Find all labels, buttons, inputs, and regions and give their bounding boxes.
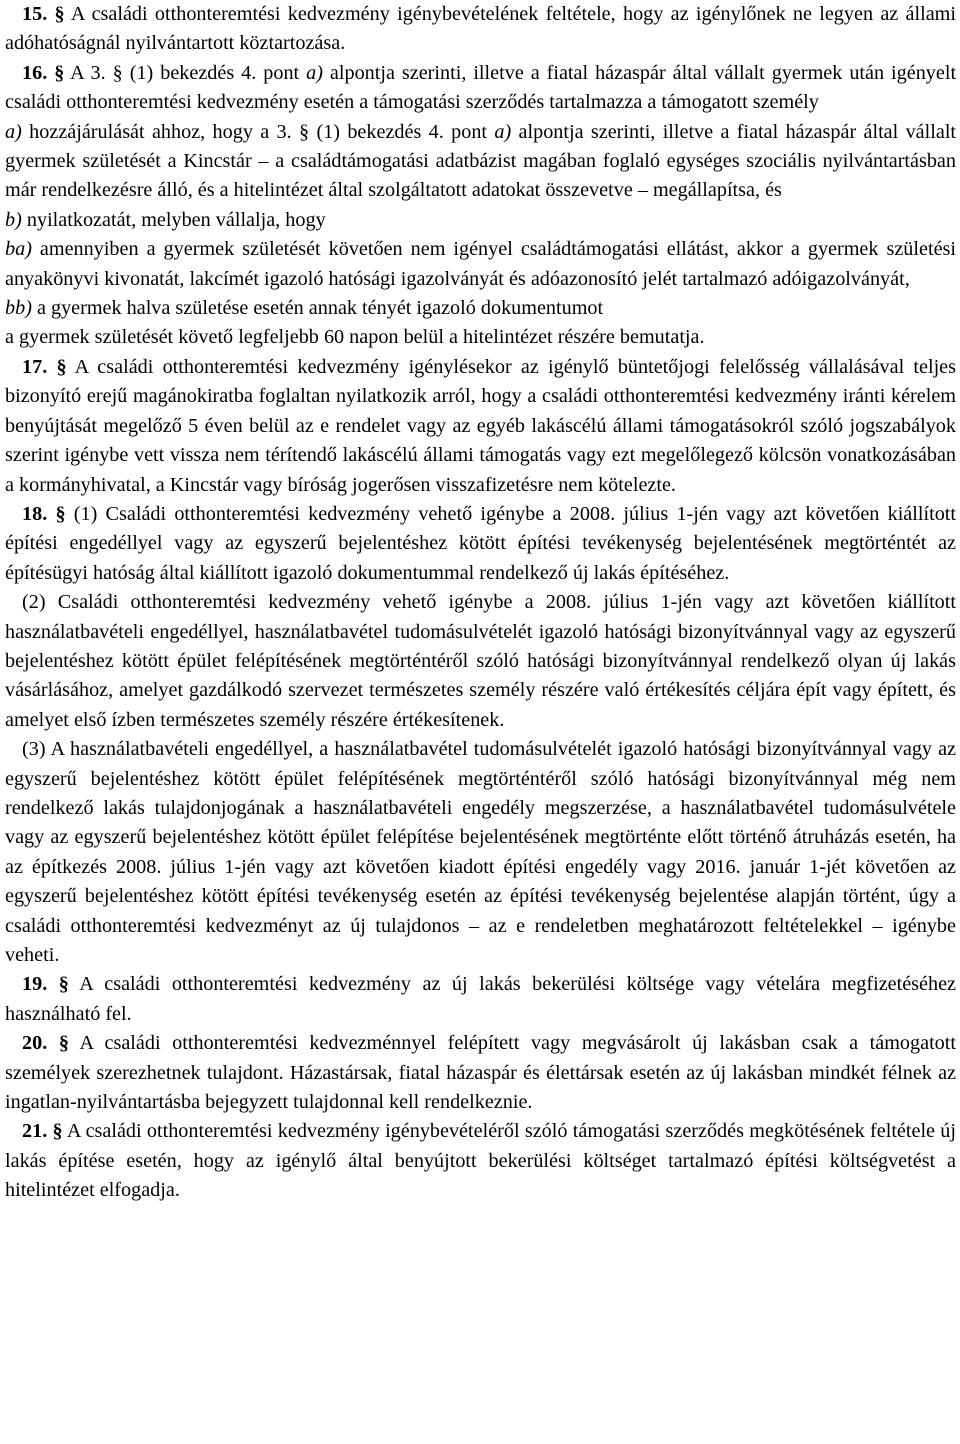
section-number: 15. (22, 3, 48, 25)
section-text: A családi otthonteremtési kedvezmény igénybevételének feltétele, hogy az igénylőnek ne legyen az állami adóhatóságnál nyilvántartott köztartozása. (5, 3, 956, 55)
item-bb (5, 294, 956, 323)
section-text: A 3. (70, 61, 106, 84)
section-text: A családi otthonteremtési kedvezmény igénylésekor az igénylő büntetőjogi felelősség vállalásával teljes bizonyító erejű magánokiratba foglaltan nyilatkozik arról, hogy a családi otthonteremtési kedvezmény iránti kérelem benyújtását megelőző 5 éven belül az e rendelet vagy az egyéb lakáscélú állami támogatásokról szóló jogszabályok szerint igénybe vett vissza nem térítendő lakáscélú állami támogatás vagy ezt megelőlegező kölcsön vonatkozásában a kormányhivatal, a Kincstár vagy bíróság jogerősen visszafizetésre nem kötelezte. (5, 355, 956, 496)
item-text: amennyiben a gyermek születését követően nem igényel családtámogatási ellátást, akkor a gyermek születési anyakönyvi kivonatát, lakcímét igazoló hatósági igazolványát és adóazonosító jelét tartalmazó adóigazolványát, (5, 238, 956, 290)
section-20 (5, 1029, 956, 1117)
point-reference: a) (306, 61, 323, 84)
section-16 (5, 59, 956, 118)
section-text: alpontja szerinti, illetve a fiatal házaspár által vállalt gyermek után igényelt családi otthonteremtési kedvezmény esetén a támogatási szerződés tartalmazza a támogatott személy (5, 61, 957, 114)
item-b (5, 206, 956, 235)
section-number: 17. (22, 355, 48, 378)
section-18-paragraph-3: (3) A használatbavételi engedéllyel, a használatbavétel tudomásulvételét igazoló hatósági bizonyítvánnyal vagy az egyszerű bejelentéshez kötött épület felépítésének megtörténtéről szóló hatósági bizonyítvánnyal még nem rendelkező lakás tulajdonjogának a használatbavételi engedély megszerzése, a használatbavétel tudomásulvétele vagy az egyszerű bejelentéshez kötött épület felépítése bejelentésének megtörténte előtt történő átruházás esetén, ha az építkezés 2008. július 1-jén vagy azt követően kiadott építési engedély vagy 2016. január 1-jét követően az egyszerű bejelentéshez kötött építési tevékenység esetén az építési tevékenység bejelentése alapján történt, úgy a családi otthonteremtési kedvezményt az új tulajdonos – az e rendeletben meghatározott feltételekkel – igénybe veheti. (5, 738, 956, 966)
paragraph-sign-icon: § (55, 502, 66, 525)
item-label: a) (5, 120, 22, 143)
section-number: 16. (22, 61, 48, 84)
section-15 (5, 0, 956, 59)
paragraph-sign-icon: § (299, 120, 310, 143)
item-ba (5, 235, 956, 294)
paragraph-sign-icon: § (56, 355, 67, 378)
item-text: alpontja szerinti, illetve a fiatal házaspár által vállalt gyermek születését a Kincstár – a családtámogatási adatbázist magában foglaló egységes szociális nyilvántartásban már rendelkezésre álló, és a hitelintézet által szolgáltatott adatokat összevetve – megállapítsa, és (5, 120, 957, 202)
paragraph-sign-icon: § (54, 3, 65, 25)
section-16-closing: a gyermek születését követő legfeljebb 60 napon belül a hitelintézet részére bemutatja. (5, 326, 705, 349)
item-label: bb) (5, 297, 32, 320)
item-label: b) (5, 208, 22, 231)
item-text: nyilatkozatát, melyben vállalja, hogy (26, 208, 326, 231)
section-number: 18. (22, 502, 48, 525)
item-a (5, 118, 956, 206)
section-text: A családi otthonteremtési kedvezmény az új lakás bekerülési költsége vagy vételára megfizetéséhez használható fel. (5, 973, 957, 1025)
item-text: hozzájárulását ahhoz, hogy a 3. (29, 120, 292, 143)
paragraph-sign-icon: § (58, 973, 69, 996)
section-text: (1) bekezdés 4. pont (129, 61, 300, 84)
section-number: 19. (22, 973, 48, 996)
legal-text (5, 0, 956, 1206)
paragraph-sign-icon: § (52, 1120, 63, 1143)
paragraph-sign-icon: § (58, 1032, 69, 1055)
section-18-paragraph-2: (2) Családi otthonteremtési kedvezmény vehető igénybe a 2008. július 1-jén vagy azt követően kiállított használatbavételi engedéllyel, használatbavétel tudomásulvételét igazoló hatósági bizonyítvánnyal vagy az egyszerű bejelentéshez kötött épület felépítésének megtörténtéről szóló hatósági bizonyítvánnyal rendelkező olyan új lakás vásárlásához, amelyet gazdálkodó szervezet természetes személy részére való értékesítés céljára épít vagy épített, és amelyet első ízben természetes személy részére értékesítenek. (5, 591, 956, 731)
item-text: (1) bekezdés 4. pont (316, 120, 488, 143)
section-19 (5, 970, 956, 1029)
section-text: A családi otthonteremtési kedvezmény igénybevételéről szóló támogatási szerződés megkötésének feltétele új lakás építése esetén, hogy az igénylő által benyújtott bekerülési költséget tartalmazó építési költségvetést a hitelintézet elfogadja. (5, 1120, 957, 1202)
section-18 (5, 500, 956, 588)
section-text: A családi otthonteremtési kedvezménnyel felépített vagy megvásárolt új lakásban csak a támogatott személyek szerezhetnek tulajdont. Házastársak, fiatal házaspár és élettársak esetén az új lakásban mindkét félnek az ingatlan-nyilvántartásba bejegyzett tulajdonnal kell rendelkeznie. (5, 1032, 956, 1114)
point-reference: a) (494, 120, 512, 143)
section-text: (1) Családi otthonteremtési kedvezmény vehető igénybe a 2008. július 1-jén vagy azt követően kiállított építési engedéllyel vagy az egyszerű bejelentéshez kötött építési tevékenység bejelentésének megtörténtét az építésügyi hatóság által kiállított igazoló dokumentummal rendelkező új lakás építéséhez. (5, 502, 957, 584)
item-text: a gyermek halva születése esetén annak tényét igazoló dokumentumot (36, 297, 604, 320)
section-21 (5, 1117, 956, 1205)
section-17 (5, 353, 956, 500)
paragraph-sign-icon: § (54, 61, 65, 84)
section-number: 20. (22, 1032, 48, 1055)
item-label: ba) (5, 238, 32, 261)
paragraph-sign-icon: § (112, 61, 123, 84)
section-number: 21. (22, 1120, 48, 1143)
